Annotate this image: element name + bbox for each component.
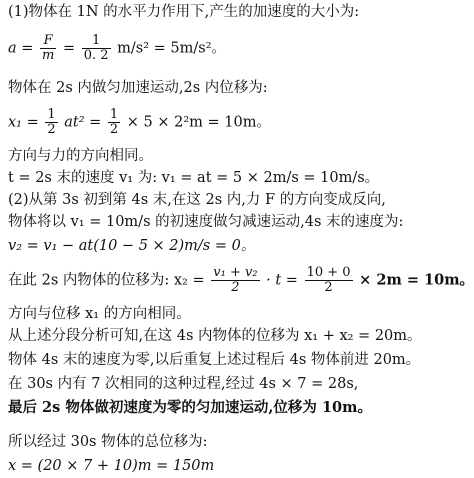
motion-text: 物体在 2s 内做匀加速运动,2s 内位移为: — [8, 80, 268, 96]
direction-text: 方向与力的方向相同。 — [8, 148, 153, 164]
disp-frac2-num: 10 + 0 — [306, 265, 351, 280]
x1-result: × 5 × 2²m = 10m。 — [126, 114, 272, 131]
x1-fraction-2 — [108, 108, 120, 137]
analysis-3: 在 30s 内有 7 次相同的这种过程,经过 4s × 7 = 28s, — [8, 376, 359, 392]
displacement-x2-equation — [8, 266, 474, 295]
acc-result: m/s² = 5m/s²。 — [117, 40, 227, 57]
acceleration-equation — [8, 34, 226, 63]
x1-at2: at² = — [64, 114, 102, 131]
acc-frac2-num: 1 — [82, 34, 111, 49]
disp-fraction-2 — [305, 266, 353, 295]
acc-fraction-2 — [82, 34, 111, 63]
disp-fraction-1 — [211, 266, 259, 295]
analysis-1: 从上述分段分析可知,在这 4s 内物体的位移为 x₁ + x₂ = 20m。 — [8, 328, 422, 344]
part2-heading-2: 物体将以 v₁ = 10m/s 的初速度做匀减速运动,4s 末的速度为: — [8, 214, 404, 230]
disp-result: × 2m = 10m。 — [359, 271, 474, 289]
acc-prefix: a = — [8, 40, 34, 57]
analysis-2: 物体 4s 末的速度为零,以后重复上述过程后 4s 物体前进 20m。 — [8, 352, 421, 368]
v2-equation: v₂ = v₁ − at(10 − 5 × 2)m/s = 0。 — [8, 238, 256, 254]
x1-frac-den: 2 — [47, 122, 56, 137]
part1-heading: (1)物体在 1N 的水平力作用下,产生的加速度的大小为: — [8, 4, 360, 20]
acc-frac1-den: m — [42, 48, 55, 63]
displacement-x1-equation — [8, 108, 271, 137]
analysis-4: 最后 2s 物体做初速度为零的匀加速运动,位移为 10m。 — [8, 399, 372, 416]
x1-fraction-1 — [45, 108, 57, 137]
disp-frac1-den: 2 — [231, 280, 240, 295]
x1-frac2-den: 2 — [109, 122, 119, 137]
acc-frac2-den: 0. 2 — [83, 48, 109, 63]
disp-frac1-num: v₁ + v₂ — [213, 265, 258, 280]
disp-prefix: 在此 2s 内物体的位移为: x₂ = — [8, 272, 205, 289]
x1-frac-num: 1 — [47, 107, 56, 122]
acc-frac1-num: F — [40, 34, 56, 49]
total-displacement: x = (20 × 7 + 10)m = 150m — [8, 458, 215, 474]
disp-frac2-den: 2 — [324, 280, 333, 295]
x1-frac2-num: 1 — [109, 107, 119, 122]
disp-mid: · t = — [266, 272, 298, 289]
part2-heading-1: (2)从第 3s 初到第 4s 末,在这 2s 内,力 F 的方向变成反向, — [8, 192, 386, 208]
acc-fraction-1 — [40, 34, 56, 63]
acc-mid: = — [62, 40, 76, 57]
disp-direction: 方向与位移 x₁ 的方向相同。 — [8, 306, 191, 322]
conclusion-intro: 所以经过 30s 物体的总位移为: — [8, 434, 208, 450]
x1-prefix: x₁ = — [8, 114, 39, 131]
velocity-text: t = 2s 末的速度 v₁ 为: v₁ = at = 5 × 2m/s = 10m/s。 — [8, 170, 380, 186]
